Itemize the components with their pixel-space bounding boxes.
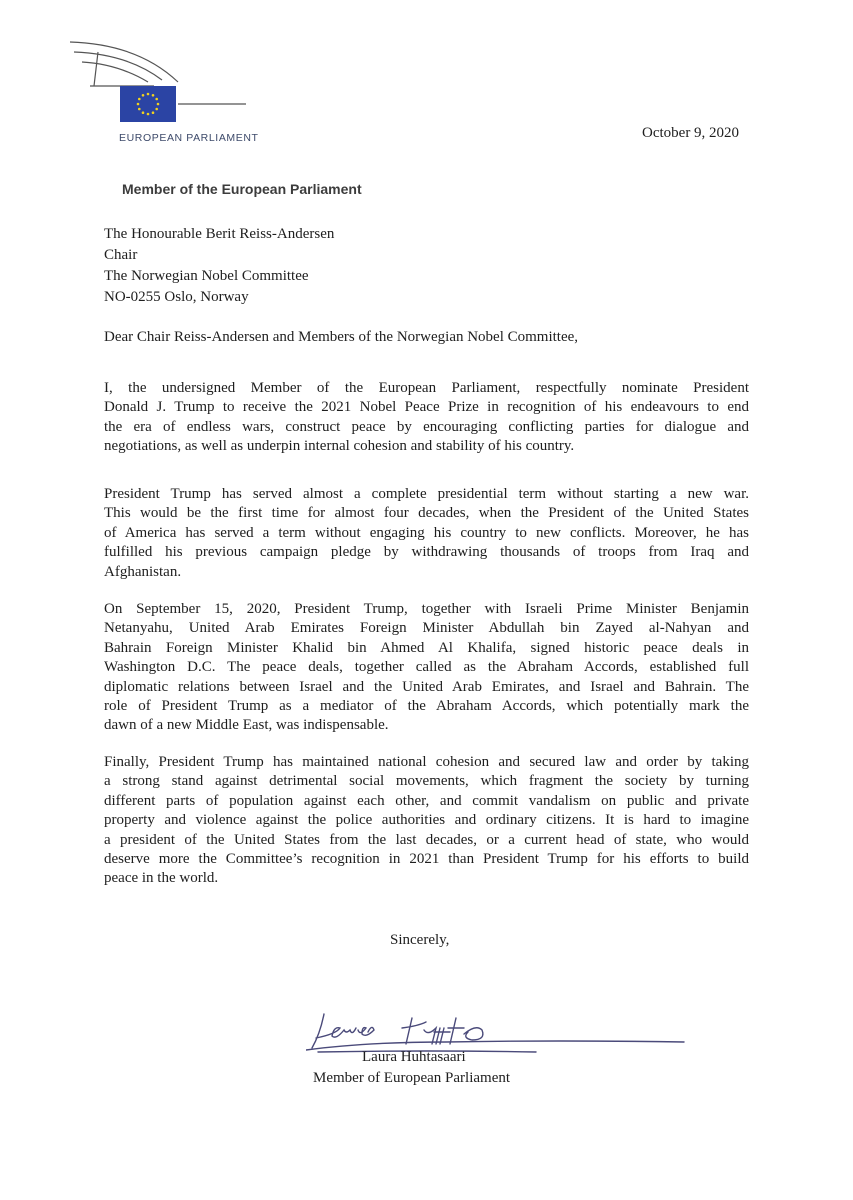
body-line: I, the undersigned Member of the European Parliament, respectfully nominate President (104, 380, 749, 396)
body-paragraph-4 (104, 753, 749, 889)
body-line: dawn of a new Middle East, was indispensable. (104, 717, 389, 734)
body-line: property and violence against the police authorities and ordinary citizens. It is hard to imagine (104, 812, 749, 829)
organization-name: EUROPEAN PARLIAMENT (119, 132, 259, 144)
logo-arc-line (74, 52, 162, 80)
addressee-line: Chair (104, 247, 138, 263)
addressee-line: The Honourable Berit Reiss-Andersen (104, 226, 335, 242)
closing: Sincerely, (390, 932, 450, 948)
body-line: Afghanistan. (104, 563, 182, 580)
body-line: a president of the United States from the last decades, or a current head of state, who would (104, 831, 749, 848)
body-paragraph-1 (104, 379, 749, 457)
body-line: Netanyahu, United Arab Emirates Foreign Minister Abdullah bin Zayed al-Nahyan and (104, 620, 749, 637)
addressee-block (104, 224, 334, 308)
body-line: different parts of population against each other, and commit vandalism on public and private (104, 792, 749, 809)
body-line: a strong stand against detrimental social movements, which fragment the society by turning (104, 773, 749, 790)
eu-flag (120, 86, 176, 122)
body-line: of America has served a term without engaging his country to new conflicts. Moreover, he has (104, 524, 749, 541)
body-line: role of President Trump as a mediator of the Abraham Accords, which potentially mark the (104, 698, 749, 715)
addressee-line: NO-0255 Oslo, Norway (104, 289, 249, 305)
body-paragraph-2 (104, 485, 749, 582)
body-line: On September 15, 2020, President Trump, together with Israeli Prime Minister Benjamin (104, 601, 749, 617)
body-line: negotiations, as well as underpin internal cohesion and stability of his country. (104, 438, 575, 455)
body-line: fulfilled his previous campaign pledge by withdrawing thousands of troops from Iraq and (104, 544, 749, 561)
body-line: diplomatic relations between Israel and the United Arab Emirates, and Israel and Bahrain. The (104, 678, 749, 695)
body-paragraph-3 (104, 600, 749, 736)
body-line: This would be the first time for almost four decades, when the President of the United States (104, 505, 749, 522)
letter-heading: Member of the European Parliament (122, 181, 362, 197)
body-line: the era of endless wars, construct peace by encouraging conflicting parties for dialogue and (104, 418, 749, 435)
body-line: Washington D.C. The peace deals, together called as the Abraham Accords, established full (104, 659, 749, 676)
signer-name: Laura Huhtasaari (362, 1049, 466, 1065)
signer-title: Member of European Parliament (313, 1070, 511, 1086)
addressee-line: The Norwegian Nobel Committee (104, 268, 309, 284)
salutation: Dear Chair Reiss-Andersen and Members of the Norwegian Nobel Committee, (104, 329, 579, 345)
letter-date: October 9, 2020 (642, 125, 740, 141)
body-line: deserve more the Committee’s recognition in 2021 than President Trump for his efforts to build (104, 851, 749, 868)
logo-arc-line (82, 62, 148, 82)
body-line: Bahrain Foreign Minister Khalid bin Ahmed Al Khalifa, signed historic peace deals in (104, 639, 749, 656)
body-line: President Trump has served almost a complete presidential term without starting a new war. (104, 486, 749, 502)
logo-hemicycle-line (94, 52, 98, 86)
body-line: peace in the world. (104, 870, 219, 887)
body-line: Finally, President Trump has maintained national cohesion and secured law and order by taking (104, 754, 749, 770)
body-line: Donald J. Trump to receive the 2021 Nobel Peace Prize in recognition of his endeavours to end (104, 399, 749, 416)
